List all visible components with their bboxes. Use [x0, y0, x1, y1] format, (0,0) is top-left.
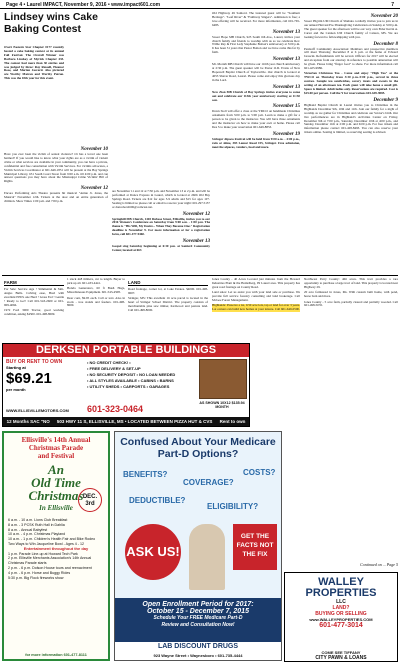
masthead-right: 7	[391, 2, 394, 8]
question-word: DEDUCTIBLE?	[129, 496, 186, 505]
walley-url[interactable]: www.WALLEYPROPERTIES.COM	[309, 617, 373, 622]
schedule-item: 10 a.m. - 4 p.m. Christmas Playland	[8, 532, 66, 537]
enrollment-line: Open Enrollment Period for 2017:	[142, 601, 254, 608]
question-word: COVERAGE?	[183, 478, 234, 487]
shed-caption: AS SHOWN 10X12 $135.94 MONTH	[199, 401, 245, 409]
listings-col-b	[304, 278, 398, 558]
walley-properties-ad[interactable]	[284, 572, 398, 662]
listing-item-highlight: Highlands: Preserve a lot, 0.50 acre lots, tap or land for over 3 years. Lot owners can build new homes at your leisure. Call 601-649-0500.	[212, 303, 300, 312]
derksen-feature: • NO SECURITY DEPOSIT • NO LOAN NEEDED	[87, 372, 176, 377]
schedule-item: Two Ways to Win Jacqueline Bowl - Ages 4 - 12	[8, 541, 84, 546]
dateline: November 20	[370, 14, 398, 19]
section-divider	[2, 275, 398, 276]
ellisville-date-badge	[78, 488, 102, 512]
classified-item: Road frontage, corner lot, at Lake Estates. $4000. 601-498-9007.	[128, 287, 208, 295]
dateline: November 13	[272, 57, 300, 63]
classified-item: 1 stack 4x8 timbers, cut to length. Buyer to pick up all. 601-433-4441.	[67, 278, 125, 285]
get-the-facts-badge: GET THE FACTS NOT THE FIX	[233, 524, 277, 570]
city-pawn-ad[interactable]	[284, 650, 398, 664]
schedule-item: 2 p.m. - 6 p.m. Dolson House tours and reenactment	[8, 565, 92, 570]
question-word: ELIGIBILITY?	[207, 502, 259, 511]
schedule-item: 4 p.m. - 6 p.m. Horse and Buggy Rides	[8, 570, 71, 575]
schedule-item: 2 p.m. Ellisville Merchants Association's 14th Annual Christmas Parade starts	[8, 556, 92, 566]
classifieds-equipment	[67, 278, 125, 340]
event-text: Encore Performing Arts Theatre presents hit musical "Annie Jr. Jones, the Musical" November 12th. Tickets at the door and on entire generation of children. Show Times 1:00 p.m. and 7:00 p.m.	[4, 191, 108, 204]
enrollment-line: Review and Consultation Now!	[161, 622, 235, 628]
lab-discount-drugs	[115, 642, 281, 660]
derksen-phone[interactable]: 601-323-0464	[87, 404, 144, 414]
listing-item: Jones County - 5 acre farm, partially cleared and partially wooded. Call 601-498-5035.	[304, 299, 398, 308]
walley-llc: LLC	[336, 599, 346, 605]
derksen-footer-right: Rent to own	[219, 419, 246, 424]
headline: Lindsey wins Cake Baking Contest	[4, 11, 98, 35]
dateline: November 10	[80, 147, 108, 152]
ellisville-info: for more information 601-477-8111	[25, 653, 87, 657]
derksen-price-suffix: per month	[6, 387, 26, 392]
ellisville-title-line: Christmas	[28, 488, 84, 503]
derksen-title: DERKSEN PORTABLE BUILDINGS	[3, 344, 249, 357]
derksen-price-prefix: Starting at	[6, 365, 26, 370]
city-pawn-head: COME SEE TIFFANY	[321, 650, 361, 655]
enrollment-line: October 15 - December 7, 2015	[147, 608, 249, 615]
dateline: December 9	[373, 97, 398, 103]
listing-item: Northwest Perry County: 466 acres. This tract provides a rare opportunity to purchase a large tract of land. This property is located near Highway 29.	[304, 278, 398, 289]
walley-phone[interactable]: 601-477-3014	[319, 622, 363, 629]
dateline: November 15	[272, 104, 300, 110]
derksen-features	[87, 360, 197, 390]
medicare-enrollment	[115, 598, 281, 644]
ellisville-header-line: Christmas Parade	[28, 444, 84, 452]
walley-name-line: PROPERTIES	[305, 587, 377, 599]
ellisville-christmas-ad[interactable]	[2, 431, 110, 661]
walley-tag: BUYING OR SELLING	[315, 611, 367, 617]
classified-item: For Sale: Service Age • Simmental & Sim-Angus Bulls. Calving ease, Bred with excellent EPD's one Herd • Grass Fed • Gentle • Ready to Go!! Call 601-543-2600 or 601-909-4066.	[4, 287, 64, 307]
dateline: November 13	[272, 29, 300, 35]
dateline: November 13	[182, 239, 210, 245]
listing-item: 20 acre farmstead in Jones, Ms. With custom built home, with pond, horse barn and more.	[304, 290, 398, 299]
ellisville-title-line: Old Time	[31, 475, 81, 490]
medicare-questions	[115, 460, 281, 530]
classified-item: Stringer, MS: This excellent 16 acre parcel is located in the heart of Stringer School District. The property consists of merchantable pine saw timber, hardwood and pasture land. Call 601-498-8000.	[128, 296, 208, 313]
derksen-offer	[6, 359, 84, 392]
question-word: COSTS?	[243, 468, 276, 477]
ellisville-header-line: Ellisville's 14th Annual	[21, 436, 91, 444]
ellisville-header	[4, 436, 108, 460]
classified-item: Honda Generators, 60 ft Bush Hogs, Miscellaneous Equipment. 601-543-4508.	[67, 286, 125, 295]
section-head-farm: FARM	[4, 280, 64, 286]
ask-us-badge: ASK US!	[125, 524, 181, 580]
derksen-footer-address: 503 HWY 11 S, ELLISVILLE, MS • LOCATED BETWEEN PIZZA HUT & CVS	[56, 419, 213, 424]
lindsey-body: Overt Eastern Star Chapter #177 recently hosted a cake baking contest at its annual Fall Festival. The Overall Winner was Barbara Lindsey of Myrick Chapter 435. The contest had more than 30 entries and was judged by three: Ray Russell, Eleanor Rose, and Marian Jaccard. Also pictured are Worthy Matron and Worthy Patron. This was the 18th year for this event.	[4, 46, 64, 81]
shed-image	[199, 359, 247, 399]
event-text: Highland Baptist Church in Laurel invites you to Christmas in the Highlands December 9th, 10th and 11th. Join our family for a night of worship as we gather for Christmas and celebrate our Savior's birth. Our live performances are in Highland's Activities Center on Friday, December 9th at 7:00 p.m., Saturday, December 10th at 4:00 p.m., and Sunday, December 11th at 2:00 p.m. and 6:00 p.m. For free tickets and information please contact 601-428-8493. You can also reserve your tickets online. Seating is limited, so reserving seating is advised.	[304, 102, 398, 135]
classified-item: 1972 Ford 3000 Tractor, good working condition, asking $4500. 601-498-8009.	[4, 308, 64, 316]
derksen-footer-left: 12 Months SAC "NO	[6, 419, 50, 424]
walley-tag: LAND?	[332, 605, 350, 611]
listing-item: Jones County - 40 Acres Located just minutes from the Howard Industries Plant & the Heidelberg, IN Laurel area. This property has great road frontage on County Road.	[212, 278, 300, 289]
event-text: Stringer Alpaca Festival will be held from 9:00 a.m. - 4:00 p.m., rain or shine, 383 Lamar Road 155, Stringer. Free admission, meet the alpacas, vendors, food and more.	[212, 136, 300, 149]
masthead	[0, 0, 400, 9]
column-3	[212, 12, 300, 270]
masthead-left: Page 4 • Laurel IMPACT, November 9, 2016 • www.impact601.com	[6, 2, 161, 8]
question-word: BENEFITS?	[123, 470, 168, 479]
derksen-footer	[3, 417, 249, 426]
city-pawn-name: CITY PAWN & LOANS	[315, 655, 367, 661]
event-text: Dawn Stoll will offer a class at the YMCO on handmade Christmas ornaments from 3:00 p.m. to 5:00 p.m. Learn to make a gift for a person to be given to the instructor. You will have three ornaments and the instructor on how to make your own at home. Please call Dee S to make your reservation 601-649-8853.	[212, 109, 300, 130]
column-4	[304, 12, 398, 270]
dateline: November 13	[272, 84, 300, 90]
derksen-feature: • ALL STYLES AVAILABLE • CABINS • BARNS	[87, 378, 174, 383]
event-text: New Zion MB Church of Bay Springs invites everyone to come out and celebrate our 113th year anniversary starting at 11:30 a.m.	[212, 89, 300, 102]
ellisville-schedule	[4, 518, 108, 580]
dateline: November 12	[80, 186, 108, 192]
dateline: November 12	[182, 211, 210, 217]
classifieds-land	[128, 278, 208, 340]
ellisville-date-day: 3rd	[85, 501, 95, 507]
event-text: Pendorff Community Association: Members and prospective members will meet Thursday, December 8 at 6 p.m. at the home of Edward Jaroscki. Refreshments will be served. Officers for 2017 will be elected and an update from our attorney in reference to possible annexation will be given. Please bring "finger food" to share. For more information call 601-425-9986.	[304, 46, 398, 71]
walley-name	[285, 577, 397, 599]
derksen-feature: • UTILITY SHEDS • CARPORTS • GARAGES	[87, 384, 170, 389]
medicare-title: Confused About Your Medicare Part-D Options?	[120, 436, 276, 460]
event-text: Have you ever been the victim of sexual violence? Or has a loved one been harmed? If you would like to know what your rights are as a victim of violent crime or what services are available in your community, you can have a private, confidential and free consultation with Victim Services. For victims advocates, a Victim Services Coordinator at 601-649-1851 will be present at the Bay Springs Municipal Library, 631 South Court Street from 9:00 a.m. till 4:00 p.m. and can answer questions you may have about the Mississippi Crime Victims' Bill of Rights.	[4, 152, 108, 184]
schedule-item: 1 p.m. Parade Line-up at Howard Tech Park	[8, 551, 78, 556]
derksen-feature: • FREE DELIVERY & SET-UP	[87, 366, 141, 371]
schedule-item: 5:30 p.m. Big Flock fireworks show	[8, 575, 64, 580]
event-text: Sweet Pilgrim UM Church of Shubuta cordially invites you to join us in our annual Harvest/Pre-Thanksgiving Celebration on Sunday at 3:00 p.m. The guest speaker for the afternoon will be our very own Elder Kevin A. Carter and the Cannon UM Church family of Canton, MS. We are looking forward to fellowshipping with you.	[304, 19, 398, 39]
schedule-item: 10 a.m. - 1 p.m. Children's Health Fair and Bike Rodeo	[8, 537, 96, 542]
column-1	[4, 145, 108, 275]
listing-item: Land sales: Let us assist you with your land sale or purchase. We provide full service forestry consulting and land brokerage. Call McGee Forest Management.	[212, 290, 300, 303]
ellisville-header-line: and Festival	[37, 452, 75, 460]
derksen-ad[interactable]	[2, 343, 250, 427]
pharmacy-name: LAB DISCOUNT DRUGS	[157, 643, 239, 650]
event-text: are November 11 and 12 at 7:30 p.m. and November 13 at 2 p.m. and will be performed at Dance Express in Laurel, which is located at 2606 Old Bay Springs Road. Tickets are $12 for ages 5-9 adults and $15 for ages 10+. Seating is limited so please call or email to reserve your night: 601.297.5157 or dancebox2606@comcast.net.	[112, 190, 210, 209]
event-text: Sweet Hope MB Church, 925 South 6th Ave., Laurel, invites your church family and friends to worship with us as we celebrate Rev. Willie Ray & First Lady Stephanie Bolton's anniversary at 3:00 p.m. It has been 31 years that Pastor Bolton and we have come this far by faith.	[212, 34, 300, 55]
dateline: November 19	[272, 131, 300, 137]
derksen-feature: • NO CREDIT CHECK! •	[87, 360, 131, 365]
walley-name-line: WALLEY	[318, 576, 364, 588]
event-text: Victorian Christmas Tea - Come and enjoy "High Tea" at the TWCO on Thursday from 3:30 p.m.-5:00 p.m., served in three courses. Sample tea sandwiches, savory treats and sweets in the setting of an afternoon tea. Each guest will take home a small gift. Space is limited. Adult ladies only. Reservations are required. Cost is $25.00 per person. Call the Y for reservations 601-649-9085.	[304, 71, 398, 95]
dateline: December 8	[373, 41, 398, 47]
derksen-price: $69.21	[6, 370, 52, 387]
event-text: Mt. Moriah MB Church will have our 116th year church anniversary at 2:30 p.m. The guest speaker will be Pastor O.D. Evans of New Hopewell Baptist Church of Taylorsville. Our church is located at 4053 Shaver Road, Laurel. Please come and enjoy this glorious day in the Lord.	[212, 62, 300, 82]
enrollment-line: Schedule Your FREE Medicare Part-D	[153, 615, 243, 621]
schedule-item: Entertainment throughout the day	[23, 545, 89, 551]
event-text: Gospel sing Saturday beginning at 6:30 p.m. at Sanford Community Center, located at 663	[112, 244, 210, 252]
continued-note: Continued on ... Page 5	[360, 562, 398, 567]
schedule-item: 8 a.m. - Annual Babyfest	[8, 527, 48, 532]
pharmacy-address: 923 Wayne Street • Waynesboro • 601-735-4444	[153, 653, 243, 658]
classified-item: Deer corn, $9.95 each. Call or text. Also in stock - tree stands and feeders. 601-498-8000.	[67, 295, 125, 308]
section-head-land: LAND	[128, 280, 208, 286]
classifieds-farm	[4, 278, 64, 340]
event-text: Springhill MB Church, 1403 Dubose Street, Ellisville, invites you to our 2016 Women's Conference on Saturday from 9:00 a.m. - 1:00 p.m. The theme is "His Will, My Desire... When They Become One." Registration deadline is November 9. For more information or for a registration form, call 601-477-9460.	[112, 216, 210, 237]
event-text: Old Highway 49 Sanford. The featured guest will be "Southern Heritage". "Leaf River" & "Faithway Singers". Admission is free; a love offering will be received. For more information, call 601-765-6483.	[212, 12, 300, 27]
ellisville-title-line: An	[48, 462, 64, 477]
derksen-url[interactable]: WWW.ELLISVILLEMOTORS.COM	[6, 408, 69, 413]
medicare-ad[interactable]	[114, 431, 282, 661]
schedule-item: 8 a.m. - 3 PCSK Ruth Hall in Dahlia	[8, 522, 65, 527]
ellisville-title-line: In Ellisville	[39, 504, 73, 512]
derksen-buy-label: BUY OR RENT TO OWN	[6, 359, 63, 365]
pharmacist-photo	[189, 524, 225, 590]
schedule-item: 6 a.m. - 10 a.m. Lions Club Breakfast	[8, 518, 68, 522]
ellisville-date-month: DEC.	[82, 494, 98, 500]
column-2	[112, 190, 210, 275]
